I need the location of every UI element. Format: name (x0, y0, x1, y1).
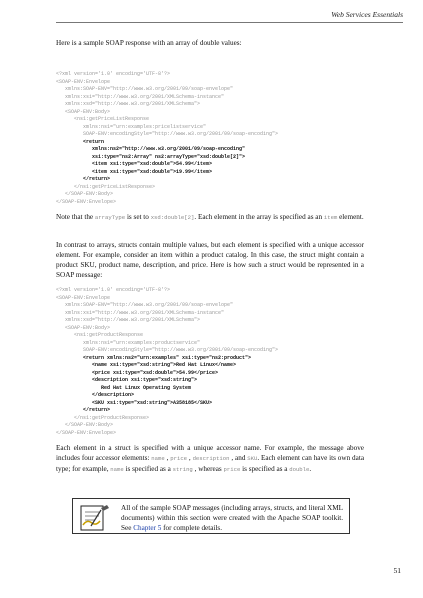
text: is set to (125, 213, 151, 221)
code-line: </ns1:getPriceListResponse> (56, 183, 156, 190)
code-name: name (110, 466, 124, 473)
code-line: </SOAP-ENV:Body> (56, 191, 114, 197)
code-line: <return (56, 138, 105, 145)
code-line: <?xml version='1.0' encoding='UTF-8'?> (56, 71, 171, 77)
code-line: </SOAP-ENV:Envelope> (56, 429, 117, 436)
code-line: </ns1:getProductResponse> (56, 414, 150, 421)
code-sku: SKU (247, 455, 258, 462)
struct-intro-paragraph: In contrast to arrays, structs contain multiple values, but each element is specified with a unique accessor element. For example, consider an item within a product catalog. In this case, the struct might contain a product SKU, product name, description, and price. Here is how such a struct would be represented in a SOAP message: (56, 241, 364, 279)
running-header: Web Services Essentials (331, 10, 403, 19)
code-price: price (170, 455, 188, 462)
code-line: <ns1:getProductResponse (56, 332, 144, 338)
text: , (164, 454, 171, 462)
text: Each element in a struct is specified with a unique accessor name. For example, the message above includes four accessor elements: (56, 444, 364, 462)
text: is specified as a (123, 465, 173, 473)
code-price: price (223, 466, 241, 473)
code-description: description (192, 455, 230, 462)
text: element. (337, 213, 364, 221)
text: . (309, 465, 312, 473)
code-line: <SOAP-ENV:Envelope (56, 78, 111, 85)
code-listing-array (56, 71, 278, 206)
page-number: 51 (393, 566, 401, 575)
code-line: <return xmlns:ns2="urn:examples" xsi:type="ns2:product"> (56, 354, 252, 361)
text: All of the sample SOAP messages (including arrays, structs, and literal XML documents) within this section were created with the Apache SOAP toolkit. See (121, 504, 343, 532)
code-line: Red Hat Linux Operating System (56, 384, 192, 391)
code-line: xmlns:xsd="http://www.w3.org/2001/XMLSchema"> (56, 317, 201, 323)
intro-paragraph: Here is a sample SOAP response with an array of double values: (56, 39, 242, 47)
code-arraytype: arrayType (94, 214, 126, 221)
header-rule (56, 22, 403, 23)
text: . Each element can have its own data type; for example, (56, 454, 365, 473)
code-line: xmlns:SOAP-ENV="http://www.w3.org/2001/09/soap-envelope" (56, 302, 234, 308)
text: . Each element in the array is specified as an (194, 213, 324, 221)
code-line: SOAP-ENV:encodingStyle="http://www.w3.org/2001/09/soap-encoding"> (56, 347, 279, 353)
code-string: string (172, 466, 193, 473)
code-name: name (151, 455, 165, 462)
code-line: </SOAP-ENV:Body> (56, 422, 114, 428)
code-line: <item xsi:type="xsd:double">19.99</item> (56, 168, 213, 175)
code-line: </SOAP-ENV:Envelope> (56, 198, 117, 205)
text: is specified as a (240, 465, 290, 473)
chapter-5-link[interactable]: Chapter 5 (133, 523, 162, 532)
code-line: <SOAP-ENV:Body> (56, 108, 111, 115)
note-box (72, 498, 350, 534)
array-note-paragraph (56, 212, 364, 223)
text: , whereas (192, 465, 224, 473)
code-item: item (323, 214, 338, 221)
code-line: xsi:type="ns2:Array" ns2:arrayType="xsd:double[2]"> (56, 153, 246, 160)
code-line: SOAP-ENV:encodingStyle="http://www.w3.org/2001/09/soap-encoding"> (56, 131, 279, 137)
code-line: </return> (56, 176, 111, 182)
text: , and (229, 454, 248, 462)
code-double: double (289, 466, 310, 473)
text: for complete details. (161, 523, 223, 532)
code-xsd-double: xsd:double[2] (150, 214, 195, 221)
code-line: xmlns:xsi="http://www.w3.org/2001/XMLSchema-instance" (56, 309, 225, 316)
text: , (187, 454, 193, 462)
note-text (121, 504, 343, 533)
code-line: <SKU xsi:type="xsd:string">A358185</SKU> (56, 399, 213, 406)
code-line: xmlns:xsi="http://www.w3.org/2001/XMLSchema-instance" (56, 93, 225, 100)
code-listing-struct (56, 287, 278, 437)
code-line: <SOAP-ENV:Envelope (56, 294, 111, 301)
code-line: xmlns:ns1="urn:examples:pricelistservice" (56, 123, 207, 130)
code-line: <name xsi:type="xsd:string">Red Hat Linux</name> (56, 362, 237, 368)
text: Note that the (56, 213, 95, 221)
code-line: <item xsi:type="xsd:double">54.99</item> (56, 161, 213, 167)
struct-note-paragraph (56, 443, 364, 475)
code-line: <description xsi:type="xsd:string"> (56, 377, 198, 383)
note-icon (77, 503, 113, 533)
code-line: xmlns:ns1="urn:examples:productservice" (56, 339, 201, 346)
code-line: xmlns:ns2="http://www.w3.org/2001/09/soap-encoding" (56, 146, 246, 152)
code-line: </description> (56, 392, 135, 398)
code-line: </return> (56, 407, 111, 413)
code-line: <SOAP-ENV:Body> (56, 324, 111, 331)
code-line: <ns1:getPriceListResponse (56, 116, 150, 122)
code-line: <price xsi:type="xsd:double">54.99</price> (56, 369, 219, 376)
code-line: xmlns:xsd="http://www.w3.org/2001/XMLSchema"> (56, 101, 201, 107)
code-line: xmlns:SOAP-ENV="http://www.w3.org/2001/09/soap-envelope" (56, 86, 234, 92)
code-line: <?xml version='1.0' encoding='UTF-8'?> (56, 287, 171, 293)
